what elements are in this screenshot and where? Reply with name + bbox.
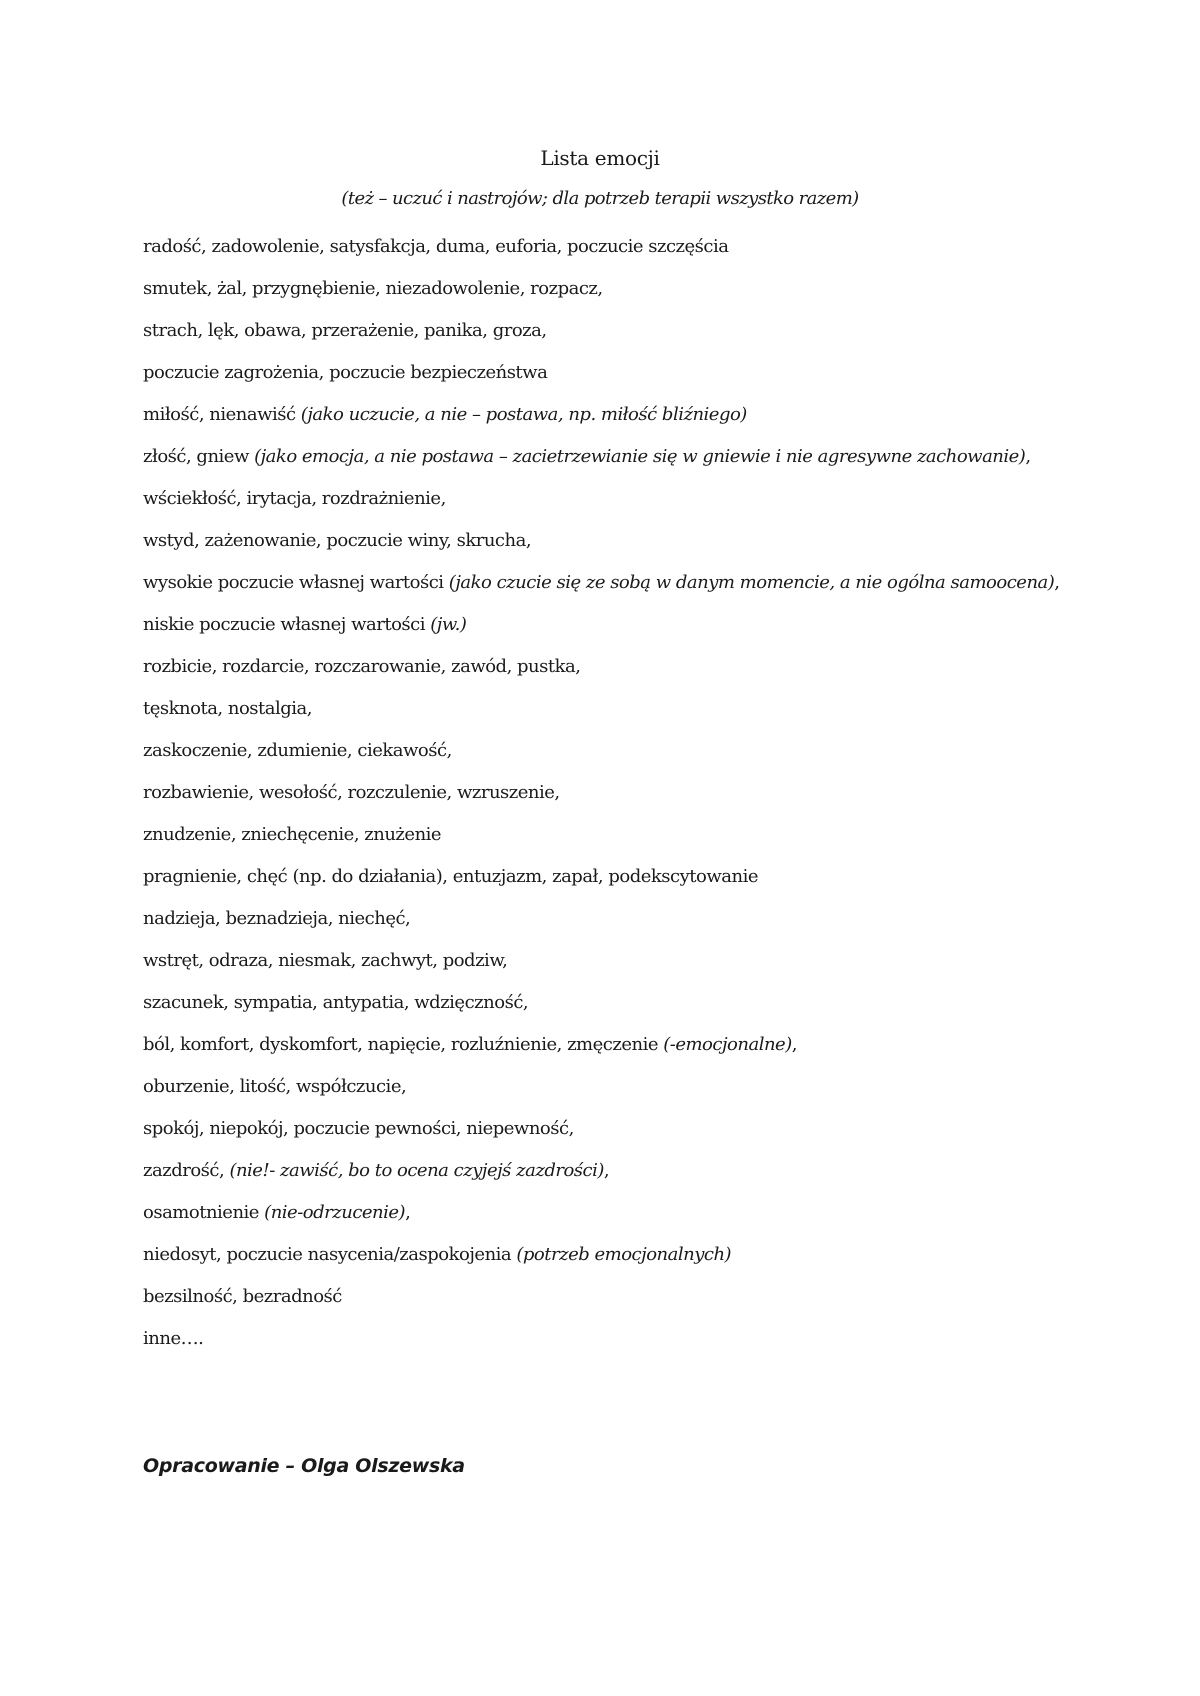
list-item	[143, 898, 1063, 940]
list-item	[143, 436, 1063, 520]
item-text-after: ,	[405, 1202, 411, 1223]
list-item	[143, 268, 1063, 310]
list-item	[143, 856, 1063, 898]
list-item	[143, 940, 1063, 982]
item-text-after: ,	[603, 1160, 610, 1181]
list-item	[143, 226, 1063, 268]
list-item	[143, 352, 1063, 394]
list-item	[143, 1192, 1063, 1234]
item-text: rozbawienie, wesołość, rozczulenie, wzruszenie,	[143, 782, 560, 803]
list-item	[143, 1066, 1063, 1108]
item-text: poczucie zagrożenia, poczucie bezpieczeństwa	[143, 362, 548, 383]
item-text: miłość, nienawiść	[143, 404, 301, 425]
item-note: (jako uczucie, a nie – postawa, np. miłość bliźniego)	[300, 404, 747, 425]
item-text: bezsilność, bezradność	[143, 1286, 342, 1307]
item-text: pragnienie, chęć (np. do działania), entuzjazm, zapał, podekscytowanie	[143, 866, 758, 887]
item-text: zaskoczenie, zdumienie, ciekawość,	[143, 740, 452, 761]
item-text: złość, gniew	[143, 446, 255, 467]
list-item	[143, 394, 1063, 436]
item-text: tęsknota, nostalgia,	[143, 698, 312, 719]
item-text: zazdrość,	[143, 1160, 230, 1181]
list-item	[143, 982, 1063, 1024]
page-title: Lista emocji	[540, 146, 660, 170]
item-text: wysokie poczucie własnej wartości	[143, 572, 449, 593]
item-text-after: ,	[791, 1034, 797, 1055]
item-text: znudzenie, zniechęcenie, znużenie	[143, 824, 442, 845]
list-item	[143, 730, 1063, 772]
item-text-after: , wściekłość, irytacja, rozdrażnienie,	[143, 446, 1031, 509]
item-text: wstręt, odraza, niesmak, zachwyt, podziw,	[143, 950, 508, 971]
list-item	[143, 814, 1063, 856]
item-text: strach, lęk, obawa, przerażenie, panika, groza,	[143, 320, 547, 341]
item-text: niedosyt, poczucie nasycenia/zaspokojenia	[143, 1244, 517, 1265]
item-note: (jako czucie się ze sobą w danym momencie, a nie ogólna samoocena)	[448, 572, 1055, 593]
item-note: (potrzeb emocjonalnych)	[516, 1244, 732, 1265]
item-text: inne….	[143, 1328, 204, 1349]
list-item	[143, 1150, 1063, 1192]
list-item	[143, 520, 1063, 562]
item-text: oburzenie, litość, współczucie,	[143, 1076, 407, 1097]
item-text: osamotnienie	[143, 1202, 265, 1223]
item-text: smutek, żal, przygnębienie, niezadowolenie, rozpacz,	[143, 278, 603, 299]
page-subtitle: (też – uczuć i nastrojów; dla potrzeb terapii wszystko razem)	[341, 188, 859, 209]
list-item	[143, 1024, 1063, 1066]
item-text: wstyd, zażenowanie, poczucie winy, skrucha,	[143, 530, 532, 551]
item-note: (nie-odrzucenie)	[264, 1202, 406, 1223]
item-text-after: , niskie poczucie własnej wartości	[143, 572, 1060, 635]
item-note: (-emocjonalne)	[663, 1034, 792, 1055]
list-item	[143, 688, 1063, 730]
item-text: radość, zadowolenie, satysfakcja, duma, euforia, poczucie szczęścia	[143, 236, 729, 257]
emotion-list	[143, 226, 1063, 1360]
list-item	[143, 562, 1063, 646]
item-note: (jako emocja, a nie postawa – zacietrzewianie się w gniewie i nie agresywne zachowanie)	[254, 446, 1026, 467]
item-note-2: (jw.)	[430, 614, 467, 635]
item-text: szacunek, sympatia, antypatia, wdzięczność,	[143, 992, 529, 1013]
item-text: nadzieja, beznadzieja, niechęć,	[143, 908, 411, 929]
list-item	[143, 646, 1063, 688]
list-item	[143, 310, 1063, 352]
item-text: ból, komfort, dyskomfort, napięcie, rozluźnienie, zmęczenie	[143, 1034, 664, 1055]
list-item	[143, 1108, 1063, 1150]
list-item	[143, 1318, 1063, 1360]
list-item	[143, 772, 1063, 814]
item-text: spokój, niepokój, poczucie pewności, niepewność,	[143, 1118, 574, 1139]
author-credit: Opracowanie – Olga Olszewska	[143, 1455, 465, 1477]
list-item	[143, 1276, 1063, 1318]
item-text: rozbicie, rozdarcie, rozczarowanie, zawód, pustka,	[143, 656, 581, 677]
item-note: (nie!- zawiść, bo to ocena czyjejś zazdrości)	[229, 1160, 604, 1181]
list-item	[143, 1234, 1063, 1276]
